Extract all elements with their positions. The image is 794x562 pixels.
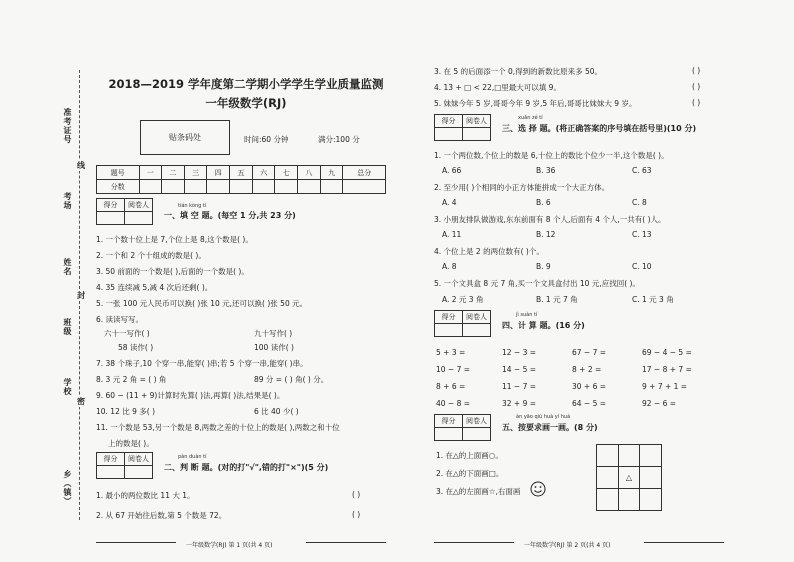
calc-item[interactable]: 30 + 6 = bbox=[572, 382, 607, 391]
choice-q5-a[interactable]: A. 2 元 3 角 bbox=[442, 295, 484, 304]
choice-q3-a[interactable]: A. 11 bbox=[442, 230, 462, 239]
calc-item[interactable]: 40 − 8 = bbox=[436, 399, 471, 408]
score-cell: 四 bbox=[207, 166, 230, 180]
school-label: 学校 bbox=[63, 378, 72, 396]
section3-pinyin: xuǎn zé tí bbox=[518, 115, 543, 121]
section1-pinyin: tián kòng tí bbox=[178, 203, 207, 209]
calc-item[interactable]: 64 − 5 = bbox=[572, 399, 607, 408]
score-row-label: 分数 bbox=[97, 180, 140, 194]
score-cell: 题号 bbox=[97, 166, 140, 180]
calc-item[interactable]: 92 − 6 = bbox=[642, 399, 677, 408]
section5-title: 五、按要求画一画。(8 分) bbox=[502, 423, 598, 432]
grader-score-cell[interactable] bbox=[97, 212, 125, 225]
judge-answer-5[interactable]: ( ) bbox=[692, 98, 701, 107]
exam-time: 时间:60 分钟 bbox=[244, 135, 289, 144]
grader-score-label: 得分 bbox=[435, 311, 463, 324]
score-input-cell[interactable] bbox=[162, 180, 185, 194]
exam-room-label: 考场 bbox=[63, 192, 72, 210]
name-label: 姓名 bbox=[63, 258, 72, 276]
fill-q11-cont: 上的数是( )。 bbox=[108, 439, 154, 448]
grid-cell[interactable] bbox=[640, 445, 662, 467]
calc-item[interactable]: 8 + 2 = bbox=[572, 365, 602, 374]
judge-answer-4[interactable]: ( ) bbox=[692, 82, 701, 91]
class-label: 班级 bbox=[63, 318, 72, 336]
section5-pinyin: àn yāo qiú huà yí huà bbox=[516, 414, 571, 420]
fill-q5: 5. 一张 100 元人民币可以换( )张 10 元,还可以换( )张 50 元。 bbox=[96, 299, 308, 308]
choice-q2-c[interactable]: C. 8 bbox=[632, 198, 647, 207]
fill-q8b: 89 分 = ( ) 角( ) 分。 bbox=[254, 375, 329, 384]
draw-q2: 2. 在△的下面画□。 bbox=[436, 469, 504, 478]
score-input-cell[interactable] bbox=[139, 180, 162, 194]
fill-q11: 11. 一个数是 53,另一个数是 8,两数之差的十位上的数是( ),两数之和十位 bbox=[96, 423, 340, 432]
footer-rule-left-a bbox=[96, 542, 176, 543]
grader-box-4 bbox=[434, 310, 491, 337]
grader-reviewer-cell[interactable] bbox=[463, 128, 491, 141]
grid-cell[interactable] bbox=[618, 489, 640, 511]
grid-cell[interactable] bbox=[640, 467, 662, 489]
score-input-cell[interactable] bbox=[252, 180, 275, 194]
calc-item[interactable]: 69 − 4 − 5 = bbox=[642, 348, 692, 357]
calc-item[interactable]: 17 − 8 + 7 = bbox=[642, 365, 692, 374]
grader-score-label: 得分 bbox=[435, 415, 463, 428]
grader-score-label: 得分 bbox=[97, 199, 125, 212]
score-table-score-row bbox=[97, 180, 386, 194]
grader-box-2 bbox=[96, 452, 153, 479]
footer-rule-left-b bbox=[306, 542, 386, 543]
choice-q1-c[interactable]: C. 63 bbox=[632, 166, 652, 175]
grid-cell[interactable] bbox=[597, 467, 619, 489]
footer-rule-right-b bbox=[644, 542, 724, 543]
score-cell: 三 bbox=[184, 166, 207, 180]
exam-title: 2018—2019 学年度第二学期小学学生学业质量监测 bbox=[108, 77, 384, 91]
grader-box-1 bbox=[96, 198, 153, 225]
choice-q4-b[interactable]: B. 9 bbox=[536, 262, 551, 271]
judge-q5: 5. 妹妹今年 5 岁,哥哥今年 9 岁,5 年后,哥哥比妹妹大 9 岁。 bbox=[434, 99, 637, 108]
judge-q3: 3. 在 5 的后面添一个 0,得到的新数比原来多 50。 bbox=[434, 67, 603, 76]
fill-q6d: 100 读作( ) bbox=[254, 343, 294, 352]
score-cell: 六 bbox=[252, 166, 275, 180]
score-input-cell[interactable] bbox=[230, 180, 253, 194]
judge-answer-2[interactable]: ( ) bbox=[352, 510, 361, 519]
choice-q5: 5. 一个文具盒 8 元 7 角,买一个文具盒付出 10 元,应找回( )。 bbox=[434, 279, 640, 288]
grader-reviewer-cell[interactable] bbox=[463, 428, 491, 441]
grid-cell[interactable] bbox=[618, 445, 640, 467]
grid-cell[interactable] bbox=[597, 489, 619, 511]
judge-answer-3[interactable]: ( ) bbox=[692, 66, 701, 75]
choice-q3: 3. 小朋友排队做游戏,东东前面有 8 个人,后面有 4 个人,一共有( )人。 bbox=[434, 215, 666, 224]
choice-q2-a[interactable]: A. 4 bbox=[442, 198, 457, 207]
score-cell: 总分 bbox=[343, 166, 386, 180]
calc-item[interactable]: 14 − 5 = bbox=[502, 365, 537, 374]
judge-answer-1[interactable]: ( ) bbox=[352, 490, 361, 499]
calc-item[interactable]: 5 + 3 = bbox=[436, 348, 466, 357]
fill-q9: 9. 60 − (11 + 9)计算时先算( )法,再算( )法,结果是( )。 bbox=[96, 391, 285, 400]
calc-item[interactable]: 12 − 3 = bbox=[502, 348, 537, 357]
fill-q10a: 10. 12 比 9 多( ) bbox=[96, 407, 156, 416]
fill-q8a: 8. 3 元 2 角 = ( ) 角 bbox=[96, 375, 167, 384]
fill-q7: 7. 38 个珠子,10 个穿一串,能穿( )串;若 5 个穿一串,能穿( )串。 bbox=[96, 359, 308, 368]
grader-score-cell[interactable] bbox=[97, 466, 125, 479]
section1-title: 一、填 空 题。(每空 1 分,共 23 分) bbox=[164, 211, 296, 220]
choice-q1: 1. 一个两位数,个位上的数是 6,十位上的数比个位少一半,这个数是( )。 bbox=[434, 151, 669, 160]
grader-reviewer-cell[interactable] bbox=[463, 324, 491, 337]
smiley-face-icon bbox=[530, 481, 546, 497]
score-cell: 九 bbox=[320, 166, 343, 180]
choice-q5-c[interactable]: C. 1 元 3 角 bbox=[632, 295, 674, 304]
calc-item[interactable]: 9 + 7 + 1 = bbox=[642, 382, 688, 391]
grader-reviewer-label: 阅卷人 bbox=[125, 453, 153, 466]
page2-footer: 一年级数学(RJ) 第 2 页(共 4 页) bbox=[524, 542, 611, 549]
score-input-cell[interactable] bbox=[320, 180, 343, 194]
grader-score-label: 得分 bbox=[97, 453, 125, 466]
choice-q1-a[interactable]: A. 66 bbox=[442, 166, 462, 175]
score-input-cell[interactable] bbox=[207, 180, 230, 194]
choice-q2-b[interactable]: B. 6 bbox=[536, 198, 551, 207]
calc-item[interactable]: 32 + 9 = bbox=[502, 399, 537, 408]
draw-q3: 3. 在△的左面画☆,右面画 bbox=[436, 487, 521, 496]
calc-item[interactable]: 8 + 6 = bbox=[436, 382, 466, 391]
judge-q1: 1. 最小的两位数比 11 大 1。 bbox=[96, 491, 195, 500]
barcode-area bbox=[140, 120, 230, 155]
cut-mark-seal: 封 bbox=[77, 291, 85, 300]
grader-reviewer-cell[interactable] bbox=[125, 212, 153, 225]
score-cell: 五 bbox=[230, 166, 253, 180]
fill-q2: 2. 一个和 2 个十组成的数是( )。 bbox=[96, 251, 206, 260]
page1-footer: 一年级数学(RJ) 第 1 页(共 4 页) bbox=[186, 542, 273, 549]
fill-q6c: 58 读作( ) bbox=[118, 343, 154, 352]
section3-title: 三、选 择 题。(将正确答案的序号填在括号里)(10 分) bbox=[502, 124, 697, 133]
grader-box-3 bbox=[434, 114, 491, 141]
score-cell: 一 bbox=[139, 166, 162, 180]
choice-q3-c[interactable]: C. 13 bbox=[632, 230, 652, 239]
score-input-cell[interactable] bbox=[343, 180, 386, 194]
score-table bbox=[96, 165, 386, 194]
choice-q4-c[interactable]: C. 10 bbox=[632, 262, 652, 271]
triangle-icon: △ bbox=[618, 467, 640, 489]
grader-reviewer-label: 阅卷人 bbox=[125, 199, 153, 212]
draw-q1: 1. 在△的上面画○。 bbox=[436, 451, 503, 460]
grader-reviewer-label: 阅卷人 bbox=[463, 115, 491, 128]
fill-q1: 1. 一个数十位上是 7,个位上是 8,这个数是( )。 bbox=[96, 235, 253, 244]
footer-rule-right-a bbox=[434, 542, 514, 543]
town-label: 乡（镇） bbox=[63, 470, 72, 506]
choice-q4-a[interactable]: A. 8 bbox=[442, 262, 457, 271]
fill-q6b: 九十写作( ) bbox=[254, 329, 293, 338]
score-table-header-row bbox=[97, 166, 386, 180]
score-input-cell[interactable] bbox=[298, 180, 321, 194]
drawing-grid bbox=[596, 444, 662, 511]
choice-q2: 2. 至少用( )个相同的小正方体能拼成一个大正方体。 bbox=[434, 183, 610, 192]
grader-score-cell[interactable] bbox=[435, 428, 463, 441]
calc-item[interactable]: 11 − 7 = bbox=[502, 382, 537, 391]
fill-q6: 6. 读读写写。 bbox=[96, 315, 144, 324]
grader-box-5 bbox=[434, 414, 491, 441]
section4-pinyin: jì suàn tí bbox=[516, 312, 538, 318]
judge-q4: 4. 13 + □ < 22,□里最大可以填 9。 bbox=[434, 83, 561, 92]
grader-score-cell[interactable] bbox=[435, 324, 463, 337]
section4-title: 四、计 算 题。(16 分) bbox=[502, 321, 585, 330]
grader-reviewer-label: 阅卷人 bbox=[463, 415, 491, 428]
calc-item[interactable]: 10 − 7 = bbox=[436, 365, 471, 374]
cut-mark-line: 线 bbox=[77, 161, 85, 170]
calc-item[interactable]: 67 − 7 = bbox=[572, 348, 607, 357]
fill-q4: 4. 35 连续减 5,减 4 次后还剩( )。 bbox=[96, 283, 213, 292]
exam-subject: 一年级数学(RJ) bbox=[205, 96, 287, 110]
exam-number-label: 准考证号 bbox=[63, 108, 72, 144]
full-score: 满分:100 分 bbox=[318, 135, 360, 144]
fill-q6a: 六十一写作( ) bbox=[104, 329, 150, 338]
choice-q5-b[interactable]: B. 1 元 7 角 bbox=[536, 295, 578, 304]
score-input-cell[interactable] bbox=[275, 180, 298, 194]
cut-mark-secret: 密 bbox=[77, 397, 85, 406]
fill-q3: 3. 50 前面的一个数是( ),后面的一个数是( )。 bbox=[96, 267, 249, 276]
choice-q3-b[interactable]: B. 12 bbox=[536, 230, 556, 239]
choice-q1-b[interactable]: B. 36 bbox=[536, 166, 556, 175]
section2-pinyin: pàn duàn tí bbox=[178, 454, 207, 460]
judge-q2: 2. 从 67 开始往后数,第 5 个数是 72。 bbox=[96, 511, 227, 520]
grader-reviewer-label: 阅卷人 bbox=[463, 311, 491, 324]
section2-title: 二、判 断 题。(对的打"√",错的打"×")(5 分) bbox=[164, 463, 329, 472]
grader-score-label: 得分 bbox=[435, 115, 463, 128]
score-cell: 二 bbox=[162, 166, 185, 180]
score-cell: 七 bbox=[275, 166, 298, 180]
choice-q4: 4. 个位上是 2 的两位数有( )个。 bbox=[434, 247, 544, 256]
score-cell: 八 bbox=[298, 166, 321, 180]
barcode-label: 贴条码处 bbox=[169, 133, 201, 142]
grid-cell[interactable] bbox=[597, 445, 619, 467]
fill-q10b: 6 比 40 少( ) bbox=[254, 407, 299, 416]
grader-score-cell[interactable] bbox=[435, 128, 463, 141]
grid-cell[interactable] bbox=[640, 489, 662, 511]
score-input-cell[interactable] bbox=[184, 180, 207, 194]
grader-reviewer-cell[interactable] bbox=[125, 466, 153, 479]
